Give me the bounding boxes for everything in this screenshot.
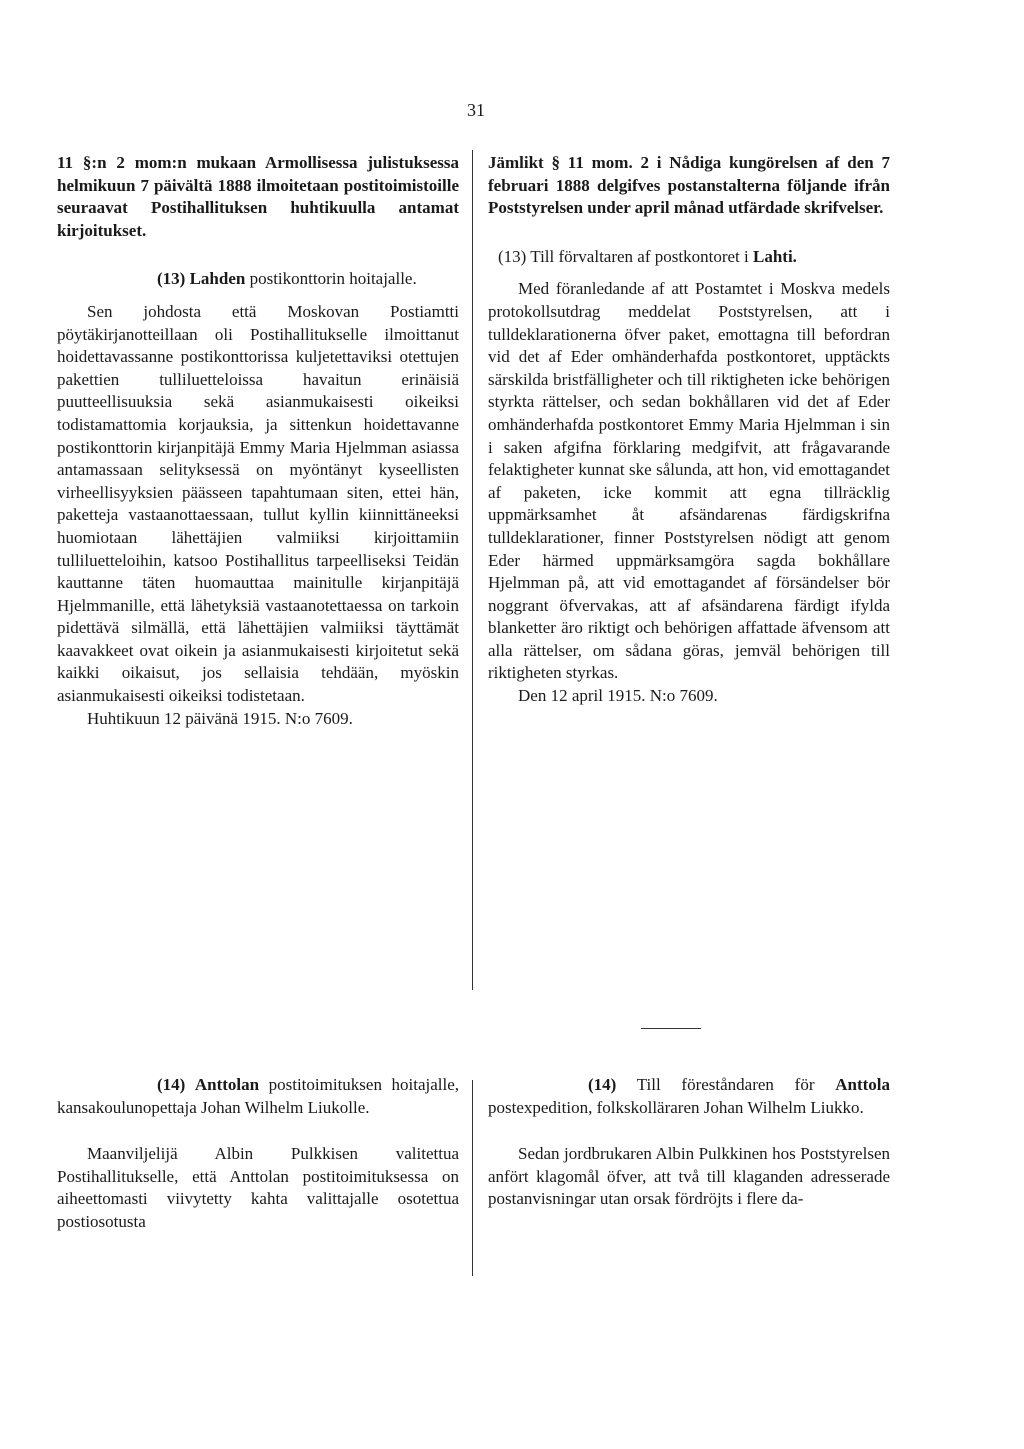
place-name: Lahti. [752, 246, 797, 266]
finnish-item13-signature: Huhtikuun 12 päivänä 1915. N:o 7609. [87, 708, 353, 728]
swedish-item14-title [488, 1074, 890, 1119]
addressee: Till föreståndaren för [636, 1075, 815, 1094]
finnish-item13-body: Sen johdosta että Moskovan Postiamtti pöytäkirjanotteillaan oli Postihallitukselle ilmoittanut hoidettavassanne postikonttorissa kuljetettaviksi otettujen pakettien tulliluetteloissa havaitun erinäisiä puutteellisuuksia sekä asianmukaisesti oikeiksi todistamattomia korjauksia, ja sittenkun hoidettavanne postikonttorin kirjanpitäjä Emmy Maria Hjelmman asiassa antamassaan selityksessä on myöntänyt kyseellisten virheellisyyksien päässeen tapahtumaan siten, ettei hän, paketteja vastaanottaessaan, tullut kyllin kiinnittäneeksi huomiotaan lähettäjien valmiiksi kirjoittamiin tulliluetteloihin, katsoo Postihallitus tarpeelliseksi Teidän kauttanne täten huomauttaa mainitulle kirjanpitäjä Hjelmmanille, että lähetyksiä vastaanotettaessa on tarkoin pidettävä silmällä, että lähettäjien valmiiksi täyttämät kaavakkeet ovat oikein ja asianmukaisesti kirjoitetut sekä kaikki oikaisut, jos sellaisia tehdään, myöskin asianmukaisesti oikeiksi todistetaan. [57, 301, 459, 706]
section-separator [641, 1028, 701, 1029]
place-name: Lahden [189, 269, 246, 289]
finnish-item14-title [57, 1074, 459, 1119]
swedish-item14 [488, 1074, 890, 1211]
addressee: postikonttorin hoitajalle. [249, 269, 417, 289]
place-name: Anttolan [194, 1075, 260, 1094]
finnish-column [57, 152, 459, 730]
page-number: 31 [467, 100, 485, 120]
column-divider-lower [472, 1080, 473, 1276]
item-number: (13) [157, 269, 186, 289]
swedish-heading: Jämlikt § 11 mom. 2 i Nådiga kungörelsen af den 7 februari 1888 delgifves postanstalterna följande ifrån Poststyrelsen under april månad utfärdade skrifvelser. [488, 153, 890, 218]
addressee: Till förvaltaren af postkontoret i [530, 246, 749, 266]
finnish-item13-title [57, 268, 459, 291]
item-number: (14) [157, 1075, 186, 1094]
place-name: Anttola [835, 1075, 890, 1094]
column-divider [472, 150, 473, 990]
finnish-heading: 11 §:n 2 mom:n mukaan Armollisessa julistuksessa helmikuun 7 päivältä 1888 ilmoitetaan postitoimistoille seuraavat Postihallituksen huhtikuulla antamat kirjoitukset. [57, 153, 459, 240]
swedish-column [488, 152, 890, 708]
item-number: (14) [588, 1075, 617, 1094]
addressee-continued: postexpedition, folkskolläraren Johan Wilhelm Liukko. [488, 1097, 864, 1117]
swedish-item13-signature: Den 12 april 1915. N:o 7609. [518, 686, 718, 706]
swedish-item14-body: Sedan jordbrukaren Albin Pulkkinen hos Poststyrelsen anfört klagomål öfver, att två till klaganden adresserade postanvisningar utan orsak fördröjts i flere da- [488, 1144, 890, 1209]
swedish-item13-body: Med föranledande af att Postamtet i Moskva medels protokollsutdrag meddelat Poststyrelsen, att i tulldeklarationerna öfver paket, emottagna till befordran vid det af Eder omhänderhafda postkontoret, upptäckts särskilda bristfälligheter och till riktigheten icke behörigen styrkta rättelser, och sedan bokhållaren vid det af Eder omhänderhafda postkontoret Emmy Maria Hjelmman i sin i saken afgifna förklaring medgifvit, att frågavarande felaktigheter kunnat ske sålunda, att hon, vid emottagandet af paketen, icke kommit att egna tillräcklig uppmärksamhet åt afsändarenas färdigskrifna tulldeklarationer, finner Poststyrelsen nödigt att genom Eder härmed uppmärksamgöra sagda bokhållare Hjelmman på, att vid emottagandet af försändelser bör noggrant öfvervakas, att af afsändarena färdigt ifylda blanketter äro riktigt och behörigen affattade äfvensom att alla rättelser, om sådana göras, jemväl behörigen till riktigheten styrkas. [488, 279, 890, 683]
item-number: (13) [498, 246, 527, 266]
addressee: postitoimituksen hoitajalle, kansakoulunopettaja Johan Wilhelm Liukolle. [57, 1075, 459, 1117]
swedish-item13-title [488, 246, 890, 269]
finnish-item14 [57, 1074, 459, 1234]
finnish-item14-body: Maanviljelijä Albin Pulkkisen valitettua Postihallitukselle, että Anttolan postitoimituksessa on aiheettomasti viivytetty kahta valittajalle osotettua postiosotusta [57, 1144, 459, 1231]
